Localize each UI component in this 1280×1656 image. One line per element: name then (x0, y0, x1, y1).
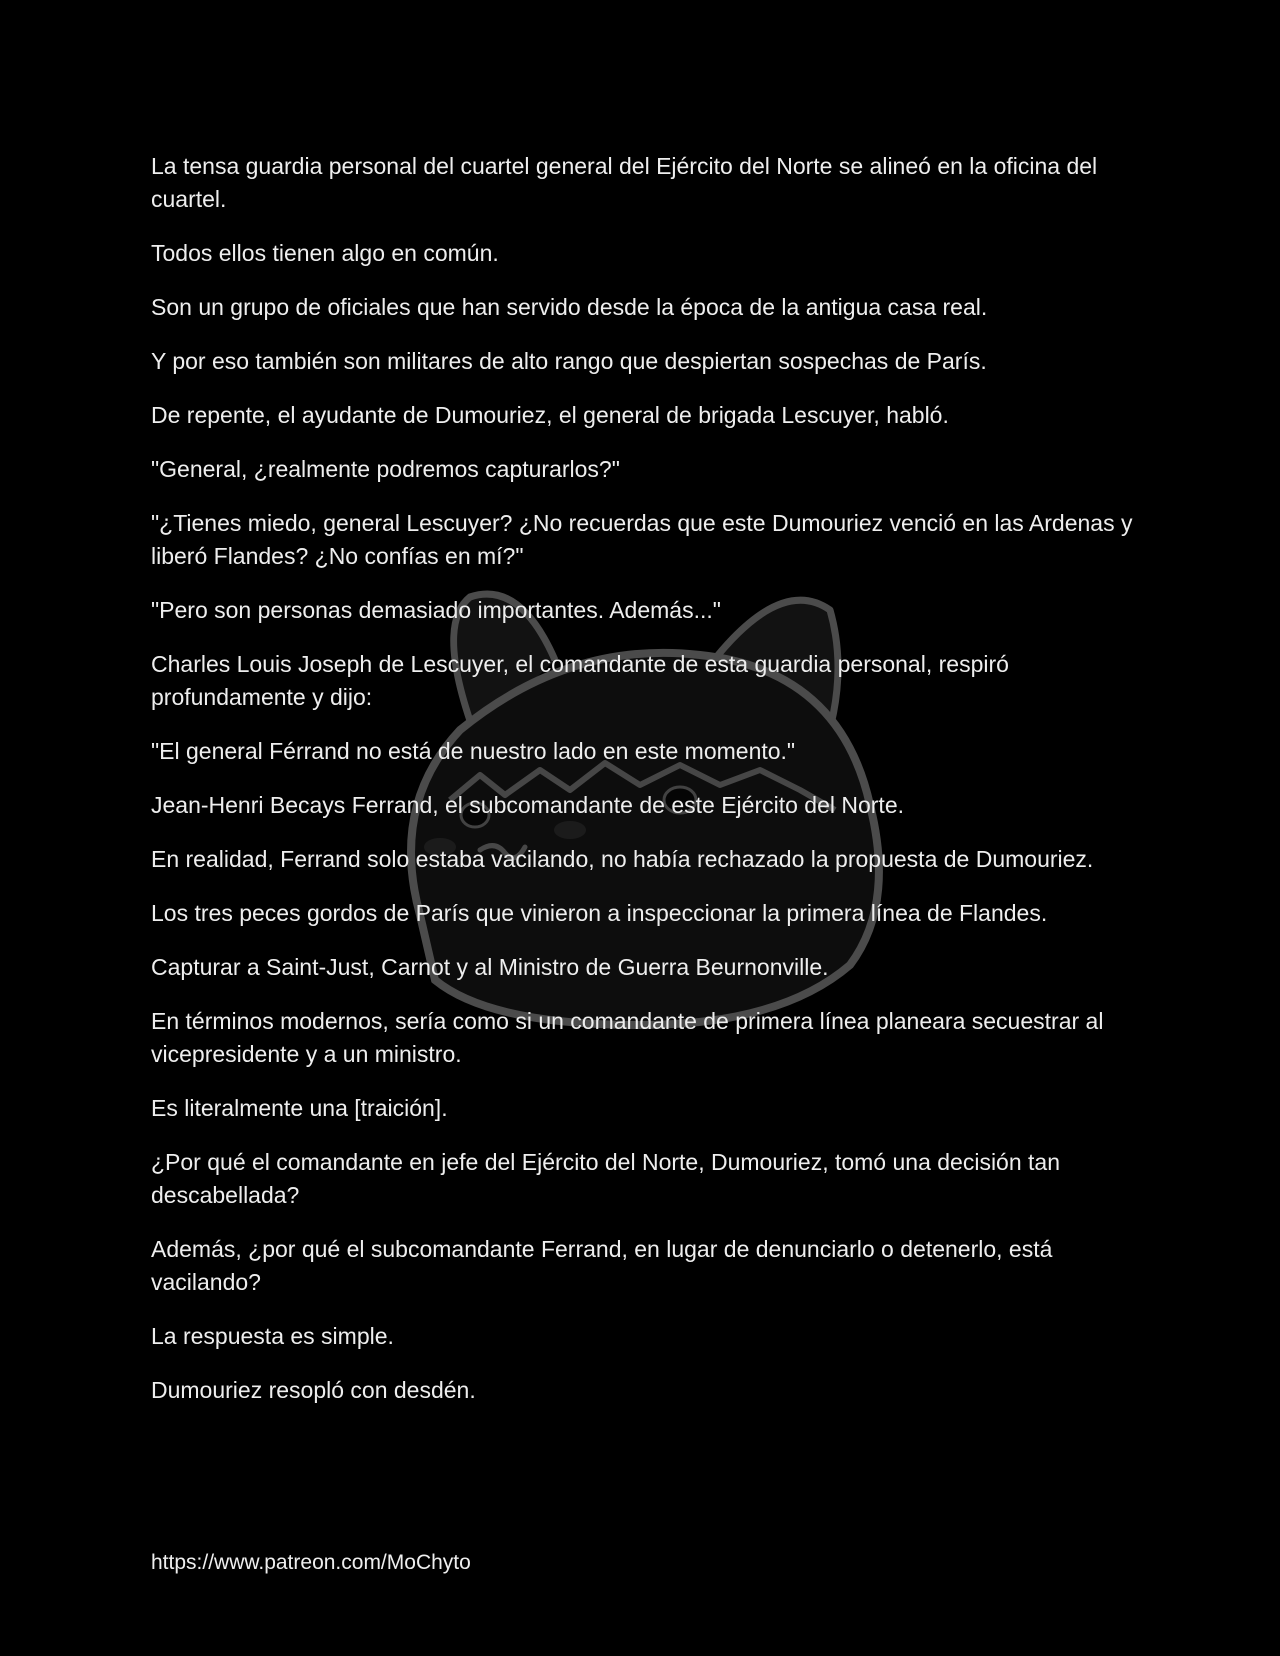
paragraph: ¿Por qué el comandante en jefe del Ejército del Norte, Dumouriez, tomó una decisión tan descabellada? (151, 1149, 1061, 1208)
paragraph: "El general Férrand no está de nuestro lado en este momento." (151, 738, 796, 764)
patreon-link[interactable]: https://www.patreon.com/MoChyto (151, 1551, 471, 1574)
paragraph: Charles Louis Joseph de Lescuyer, el comandante de esta guardia personal, respiró profundamente y dijo: (151, 651, 1009, 710)
document-body (151, 150, 1141, 1428)
paragraph: Es literalmente una [traición]. (151, 1095, 448, 1121)
paragraph: Capturar a Saint-Just, Carnot y al Ministro de Guerra Beurnonville. (151, 954, 829, 980)
paragraph: Son un grupo de oficiales que han servido desde la época de la antigua casa real. (151, 294, 988, 320)
paragraph: En términos modernos, sería como si un comandante de primera línea planeara secuestrar al vicepresidente y a un ministro. (151, 1008, 1104, 1067)
paragraph: De repente, el ayudante de Dumouriez, el general de brigada Lescuyer, habló. (151, 402, 949, 428)
paragraph: La tensa guardia personal del cuartel general del Ejército del Norte se alineó en la oficina del cuartel. (151, 153, 1098, 212)
paragraph: La respuesta es simple. (151, 1323, 394, 1349)
paragraph: En realidad, Ferrand solo estaba vacilando, no había rechazado la propuesta de Dumouriez. (151, 846, 1094, 872)
paragraph: "Pero son personas demasiado importantes. Además..." (151, 597, 721, 623)
paragraph: Dumouriez resopló con desdén. (151, 1377, 476, 1403)
paragraph: Y por eso también son militares de alto rango que despiertan sospechas de París. (151, 348, 987, 374)
paragraph: Además, ¿por qué el subcomandante Ferrand, en lugar de denunciarlo o detenerlo, está vacilando? (151, 1236, 1053, 1295)
paragraph: Jean-Henri Becays Ferrand, el subcomandante de este Ejército del Norte. (151, 792, 905, 818)
paragraph: Todos ellos tienen algo en común. (151, 240, 499, 266)
paragraph: Los tres peces gordos de París que vinieron a inspeccionar la primera línea de Flandes. (151, 900, 1048, 926)
paragraph: "General, ¿realmente podremos capturarlos?" (151, 456, 620, 482)
paragraph: "¿Tienes miedo, general Lescuyer? ¿No recuerdas que este Dumouriez venció en las Ardenas y liberó Flandes? ¿No confías en mí?" (151, 510, 1133, 569)
